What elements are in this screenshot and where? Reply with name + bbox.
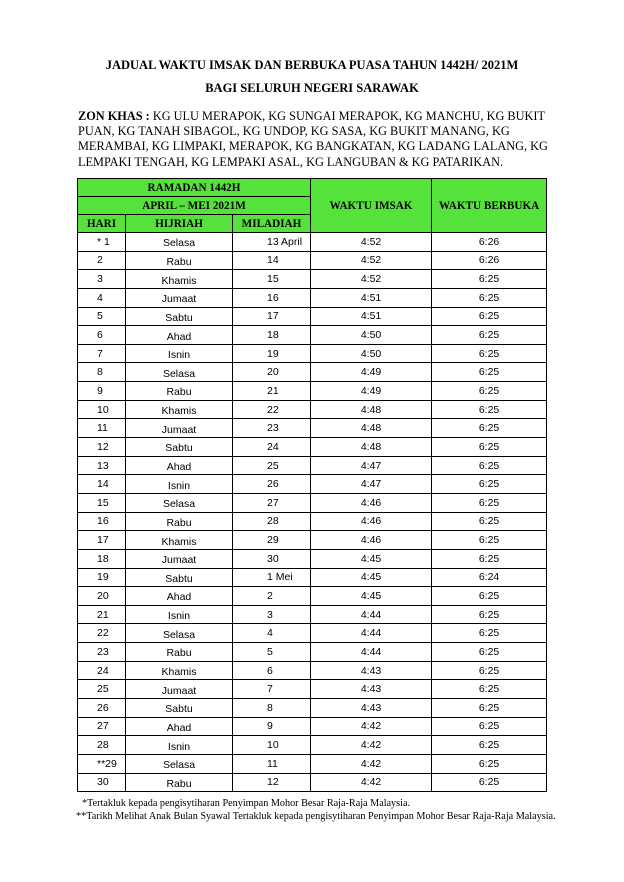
miladiah-cell: 8 [233,699,311,718]
zone-description [78,109,548,170]
miladiah-cell: 25 [233,456,311,475]
miladiah-cell: 13 April [233,233,311,252]
hari-cell: 11 [78,419,126,438]
hijriah-cell: Selasa [126,493,233,512]
hari-cell: 15 [78,493,126,512]
hari-cell: 7 [78,344,126,363]
hijriah-cell: Jumaat [126,288,233,307]
miladiah-cell: 12 [233,773,311,792]
imsak-cell: 4:48 [311,400,432,419]
miladiah-cell: 28 [233,512,311,531]
berbuka-cell: 6:25 [432,661,547,680]
miladiah-cell: 15 [233,270,311,289]
berbuka-cell: 6:25 [432,326,547,345]
header-ramadan: RAMADAN 1442H [78,179,311,197]
berbuka-cell: 6:25 [432,363,547,382]
table-row [78,717,547,736]
berbuka-cell: 6:25 [432,754,547,773]
berbuka-cell: 6:25 [432,493,547,512]
berbuka-cell: 6:25 [432,643,547,662]
table-row [78,251,547,270]
hijriah-cell: Khamis [126,661,233,680]
table-row [78,233,547,252]
hari-cell: 16 [78,512,126,531]
miladiah-cell: 5 [233,643,311,662]
schedule-body [78,233,547,792]
hijriah-cell: Rabu [126,643,233,662]
table-row [78,736,547,755]
miladiah-cell: 23 [233,419,311,438]
header-waktu-berbuka: WAKTU BERBUKA [432,179,547,233]
berbuka-cell: 6:25 [432,717,547,736]
table-row [78,400,547,419]
imsak-cell: 4:51 [311,307,432,326]
imsak-cell: 4:44 [311,624,432,643]
hari-cell: 21 [78,605,126,624]
imsak-cell: 4:44 [311,643,432,662]
miladiah-cell: 30 [233,549,311,568]
table-row [78,307,547,326]
imsak-cell: 4:52 [311,251,432,270]
hijriah-cell: Ahad [126,326,233,345]
berbuka-cell: 6:25 [432,699,547,718]
hijriah-cell: Selasa [126,233,233,252]
imsak-cell: 4:42 [311,736,432,755]
imsak-cell: 4:48 [311,419,432,438]
header-hijriah: HIJRIAH [126,215,233,233]
hari-cell: 25 [78,680,126,699]
imsak-cell: 4:43 [311,680,432,699]
imsak-cell: 4:50 [311,326,432,345]
berbuka-cell: 6:25 [432,456,547,475]
imsak-cell: 4:50 [311,344,432,363]
berbuka-cell: 6:25 [432,512,547,531]
hijriah-cell: Selasa [126,754,233,773]
berbuka-cell: 6:25 [432,419,547,438]
berbuka-cell: 6:25 [432,624,547,643]
hari-cell: 13 [78,456,126,475]
table-row [78,475,547,494]
hari-cell: 2 [78,251,126,270]
header-month: APRIL – MEI 2021M [78,197,311,215]
berbuka-cell: 6:25 [432,382,547,401]
berbuka-cell: 6:25 [432,438,547,457]
miladiah-cell: 16 [233,288,311,307]
imsak-cell: 4:52 [311,233,432,252]
hari-cell: 12 [78,438,126,457]
hijriah-cell: Sabtu [126,307,233,326]
hijriah-cell: Isnin [126,344,233,363]
miladiah-cell: 18 [233,326,311,345]
berbuka-cell: 6:26 [432,233,547,252]
hari-cell: **29 [78,754,126,773]
imsak-cell: 4:42 [311,773,432,792]
berbuka-cell: 6:25 [432,475,547,494]
hijriah-cell: Jumaat [126,549,233,568]
miladiah-cell: 14 [233,251,311,270]
hari-cell: * 1 [78,233,126,252]
imsak-cell: 4:49 [311,382,432,401]
imsak-cell: 4:48 [311,438,432,457]
berbuka-cell: 6:25 [432,605,547,624]
hijriah-cell: Isnin [126,605,233,624]
document-subtitle: BAGI SELURUH NEGERI SARAWAK [205,81,419,95]
hari-cell: 9 [78,382,126,401]
imsak-cell: 4:52 [311,270,432,289]
hijriah-cell: Selasa [126,624,233,643]
hari-cell: 23 [78,643,126,662]
imsak-cell: 4:42 [311,717,432,736]
miladiah-cell: 29 [233,531,311,550]
hari-cell: 26 [78,699,126,718]
hijriah-cell: Ahad [126,717,233,736]
imsak-cell: 4:45 [311,549,432,568]
imsak-cell: 4:51 [311,288,432,307]
hijriah-cell: Khamis [126,400,233,419]
berbuka-cell: 6:25 [432,270,547,289]
miladiah-cell: 9 [233,717,311,736]
imsak-cell: 4:47 [311,475,432,494]
berbuka-cell: 6:25 [432,400,547,419]
table-row [78,587,547,606]
miladiah-cell: 7 [233,680,311,699]
hijriah-cell: Sabtu [126,438,233,457]
miladiah-cell: 11 [233,754,311,773]
hari-cell: 10 [78,400,126,419]
table-row [78,512,547,531]
schedule-table [77,178,547,792]
footnote-2: **Tarikh Melihat Anak Bulan Syawal Tertakluk kepada pengisytiharan Penyimpan Mohor Besar Raja-Raja Malaysia. [76,811,556,822]
berbuka-cell: 6:26 [432,251,547,270]
miladiah-cell: 3 [233,605,311,624]
table-row [78,456,547,475]
imsak-cell: 4:49 [311,363,432,382]
document-title: JADUAL WAKTU IMSAK DAN BERBUKA PUASA TAHUN 1442H/ 2021M [105,58,519,72]
miladiah-cell: 10 [233,736,311,755]
hijriah-cell: Isnin [126,736,233,755]
miladiah-cell: 2 [233,587,311,606]
hari-cell: 27 [78,717,126,736]
imsak-cell: 4:46 [311,512,432,531]
imsak-cell: 4:46 [311,493,432,512]
miladiah-cell: 22 [233,400,311,419]
table-row [78,643,547,662]
footnote-1: *Tertakluk kepada pengisytiharan Penyimpan Mohor Besar Raja-Raja Malaysia. [82,798,411,809]
miladiah-cell: 27 [233,493,311,512]
hijriah-cell: Jumaat [126,680,233,699]
table-row [78,344,547,363]
table-row [78,605,547,624]
imsak-cell: 4:44 [311,605,432,624]
hari-cell: 19 [78,568,126,587]
hijriah-cell: Jumaat [126,419,233,438]
berbuka-cell: 6:25 [432,531,547,550]
hari-cell: 8 [78,363,126,382]
zone-label: ZON KHAS : [78,109,150,123]
berbuka-cell: 6:25 [432,344,547,363]
hijriah-cell: Rabu [126,382,233,401]
table-row [78,326,547,345]
hari-cell: 28 [78,736,126,755]
imsak-cell: 4:43 [311,699,432,718]
miladiah-cell: 6 [233,661,311,680]
berbuka-cell: 6:25 [432,288,547,307]
table-row [78,438,547,457]
table-row [78,624,547,643]
hijriah-cell: Rabu [126,251,233,270]
imsak-cell: 4:47 [311,456,432,475]
imsak-cell: 4:45 [311,568,432,587]
imsak-cell: 4:45 [311,587,432,606]
hijriah-cell: Selasa [126,363,233,382]
hari-cell: 20 [78,587,126,606]
table-row [78,754,547,773]
miladiah-cell: 24 [233,438,311,457]
miladiah-cell: 21 [233,382,311,401]
header-waktu-imsak: WAKTU IMSAK [311,179,432,233]
table-row [78,493,547,512]
hijriah-cell: Rabu [126,512,233,531]
hari-cell: 17 [78,531,126,550]
hari-cell: 22 [78,624,126,643]
hijriah-cell: Sabtu [126,568,233,587]
hari-cell: 18 [78,549,126,568]
hari-cell: 5 [78,307,126,326]
table-row [78,568,547,587]
miladiah-cell: 19 [233,344,311,363]
hari-cell: 3 [78,270,126,289]
hijriah-cell: Khamis [126,531,233,550]
hari-cell: 6 [78,326,126,345]
table-row [78,773,547,792]
hijriah-cell: Ahad [126,587,233,606]
hari-cell: 24 [78,661,126,680]
hari-cell: 4 [78,288,126,307]
miladiah-cell: 17 [233,307,311,326]
berbuka-cell: 6:24 [432,568,547,587]
table-row [78,382,547,401]
berbuka-cell: 6:25 [432,736,547,755]
berbuka-cell: 6:25 [432,680,547,699]
hijriah-cell: Isnin [126,475,233,494]
berbuka-cell: 6:25 [432,587,547,606]
berbuka-cell: 6:25 [432,549,547,568]
table-row [78,270,547,289]
miladiah-cell: 4 [233,624,311,643]
imsak-cell: 4:43 [311,661,432,680]
table-row [78,531,547,550]
berbuka-cell: 6:25 [432,307,547,326]
table-row [78,419,547,438]
hijriah-cell: Khamis [126,270,233,289]
hijriah-cell: Ahad [126,456,233,475]
table-row [78,363,547,382]
hari-cell: 14 [78,475,126,494]
table-row [78,661,547,680]
hijriah-cell: Rabu [126,773,233,792]
imsak-cell: 4:42 [311,754,432,773]
table-row [78,680,547,699]
table-row [78,699,547,718]
miladiah-cell: 26 [233,475,311,494]
zone-text: KG ULU MERAPOK, KG SUNGAI MERAPOK, KG MANCHU, KG BUKIT PUAN, KG TANAH SIBAGOL, KG UNDOP, KG SASA, KG BUKIT MANANG, KG MERAMBAI, KG LIMPAKI, MERAPOK, KG BANGKATAN, KG LADANG LALANG, KG LEMPAKI TENGAH, KG LEMPAKI ASAL, KG LANGUBAN & KG PATARIKAN. [78,109,548,169]
header-miladiah: MILADIAH [233,215,311,233]
hijriah-cell: Sabtu [126,699,233,718]
miladiah-cell: 20 [233,363,311,382]
berbuka-cell: 6:25 [432,773,547,792]
header-hari: HARI [78,215,126,233]
hari-cell: 30 [78,773,126,792]
table-row [78,288,547,307]
miladiah-cell: 1 Mei [233,568,311,587]
table-row [78,549,547,568]
imsak-cell: 4:46 [311,531,432,550]
